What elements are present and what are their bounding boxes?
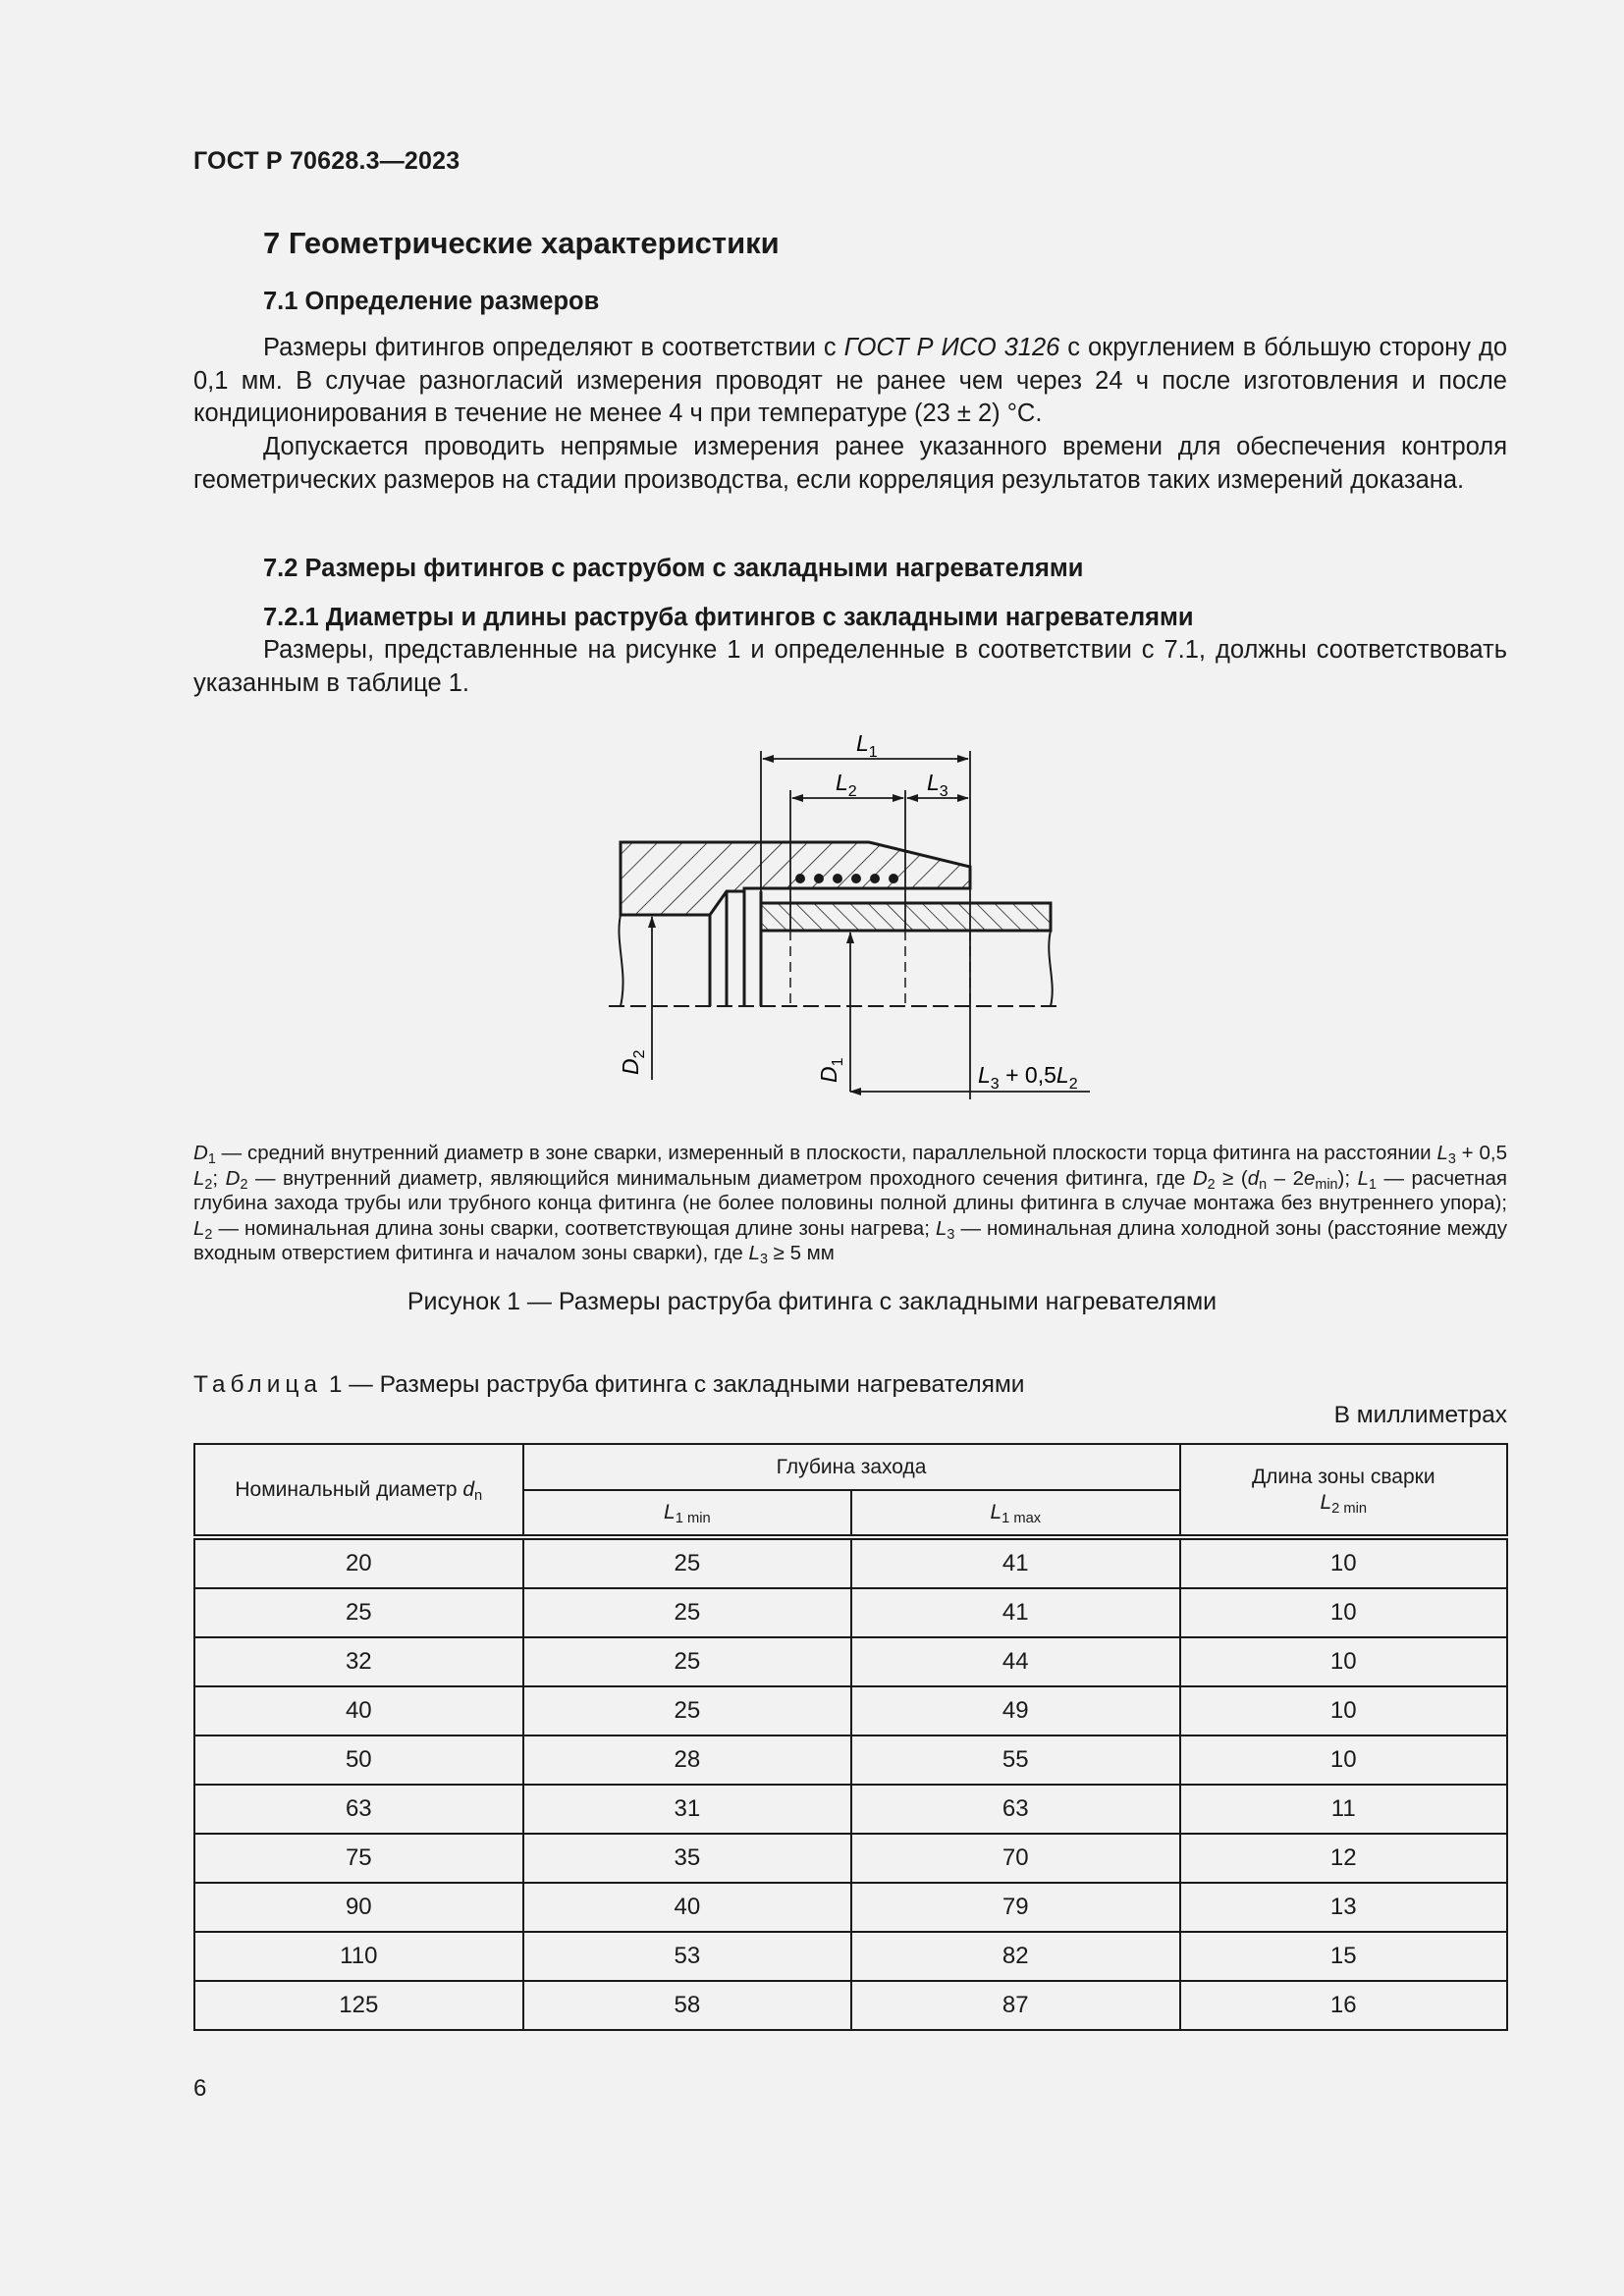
table-row <box>194 1686 1507 1735</box>
table-row <box>194 1537 1507 1588</box>
document-header: ГОСТ Р 70628.3—2023 <box>193 147 460 175</box>
header-l1-min: $L_{1 min}$ <box>523 1490 851 1537</box>
table-cell: 10 <box>1180 1637 1508 1686</box>
label-l1: $L_1$ <box>856 730 878 761</box>
figure-legend: $D_1$ — средний внутренний диаметр в зоне сварки, измеренный в плоскости, параллельной плоскости торца фитинга на расстоянии $L_3 + 0,5$ $L_2$; $D_2$ — внутренний диаметр, являющийся минимальным диаметром проходного сечения фитинга, где $D_2 \ge (d_n - 2e_{min})$; $L_1$ — расчетная глубина захода трубы или трубного конца фитинга (не более половины полной длины фитинга в случае монтажа без внутреннего упора); $L_2$ — номинальная длина зоны сварки, соответствующая длине зоны нагрева; $L_3$ — номинальная длина холодной зоны (расстояние между входным отверстием фитинга и началом зоны сварки), где $L_3 \ge 5$ мм <box>193 1142 1507 1267</box>
table-row <box>194 1834 1507 1883</box>
table-cell: 55 <box>851 1735 1179 1785</box>
table-cell: 10 <box>1180 1735 1508 1785</box>
table-cell: 25 <box>523 1537 851 1588</box>
table-cell: 15 <box>1180 1932 1508 1981</box>
label-l2: $L_2$ <box>836 770 857 800</box>
table-cell: 63 <box>194 1785 523 1834</box>
table-cell: 10 <box>1180 1686 1508 1735</box>
figure-caption: Рисунок 1 — Размеры раструба фитинга с закладными нагревателями <box>406 1288 1218 1315</box>
table-cell: 40 <box>523 1883 851 1932</box>
table-cell: 10 <box>1180 1537 1508 1588</box>
table-cell: 82 <box>851 1932 1179 1981</box>
section-title: 7 Геометрические характеристики <box>263 226 780 260</box>
label-d1: $D_1$ <box>816 1057 846 1083</box>
table-row <box>194 1981 1507 2030</box>
table-cell: 35 <box>523 1834 851 1883</box>
table-cell: 32 <box>194 1637 523 1686</box>
table-cell: 41 <box>851 1537 1179 1588</box>
table-row <box>194 1637 1507 1686</box>
label-l3-half-l2: $L_3 + 0,5L_2$ <box>978 1062 1078 1093</box>
paragraph-7-1-1: Размеры фитингов определяют в соответствии с ГОСТ Р ИСО 3126 с округлением в бóльшую сторону до 0,1 мм. В случае разногласий измерения проводят не ранее чем через 24 ч после изготовления и после кондиционирования в течение не менее 4 ч при температуре (23 ± 2) °С. <box>193 334 1508 427</box>
table-cell: 63 <box>851 1785 1179 1834</box>
table-cell: 50 <box>194 1735 523 1785</box>
table-title: Таблица 1 — Размеры раструба фитинга с закладными нагревателями <box>193 1371 1025 1398</box>
label-l3: $L_3$ <box>927 770 948 800</box>
table-cell: 110 <box>194 1932 523 1981</box>
table-cell: 58 <box>523 1981 851 2030</box>
table-cell: 90 <box>194 1883 523 1932</box>
table-cell: 53 <box>523 1932 851 1981</box>
table-cell: 13 <box>1180 1883 1508 1932</box>
header-l1-max: $L_{1 max}$ <box>851 1490 1179 1537</box>
table-units: В миллиметрах <box>1333 1402 1507 1428</box>
table-row <box>194 1735 1507 1785</box>
table-row <box>194 1785 1507 1834</box>
table-cell: 49 <box>851 1686 1179 1735</box>
header-nominal-diameter: Номинальный диаметр $d_n$ <box>194 1444 523 1537</box>
subsection-7-2-1-title: 7.2.1 Диаметры и длины раструба фитингов с закладными нагревателями <box>263 604 1194 631</box>
table-cell: 11 <box>1180 1785 1508 1834</box>
table-cell: 16 <box>1180 1981 1508 2030</box>
table-cell: 10 <box>1180 1588 1508 1637</box>
paragraph-7-1-2: Допускается проводить непрямые измерения ранее указанного времени для обеспечения контроля геометрических размеров на стадии производства, если корреляция результатов таких измерений доказана. <box>193 433 1507 494</box>
table-cell: 87 <box>851 1981 1179 2030</box>
standard-reference: ГОСТ Р ИСО 3126 <box>843 334 1060 361</box>
table-cell: 20 <box>194 1537 523 1588</box>
paragraph-7-2-1: Размеры, представленные на рисунке 1 и определенные в соответствии с 7.1, должны соответствовать указанным в таблице 1. <box>193 636 1507 697</box>
table-cell: 44 <box>851 1637 1179 1686</box>
table-cell: 25 <box>523 1686 851 1735</box>
table-cell: 25 <box>523 1637 851 1686</box>
table-cell: 41 <box>851 1588 1179 1637</box>
table-row <box>194 1883 1507 1932</box>
page-number: 6 <box>193 2075 207 2102</box>
table-row <box>194 1588 1507 1637</box>
table-cell: 125 <box>194 1981 523 2030</box>
table-cell: 25 <box>523 1588 851 1637</box>
table-cell: 79 <box>851 1883 1179 1932</box>
header-insertion-depth: Глубина захода <box>523 1444 1180 1490</box>
subsection-7-1-title: 7.1 Определение размеров <box>263 288 600 315</box>
table-cell: 31 <box>523 1785 851 1834</box>
table-cell: 12 <box>1180 1834 1508 1883</box>
fitting-socket-drawing <box>0 0 1624 1139</box>
table-cell: 25 <box>194 1588 523 1637</box>
table-cell: 75 <box>194 1834 523 1883</box>
table-cell: 28 <box>523 1735 851 1785</box>
subsection-7-2-title: 7.2 Размеры фитингов с раструбом с закладными нагревателями <box>263 555 1084 582</box>
dimensions-table <box>193 1443 1508 2031</box>
label-d2: $D_2$ <box>618 1049 648 1075</box>
table-cell: 40 <box>194 1686 523 1735</box>
table-cell: 70 <box>851 1834 1179 1883</box>
header-weld-zone-length: Длина зоны сварки $L_{2 min}$ <box>1180 1444 1508 1537</box>
table-row <box>194 1932 1507 1981</box>
